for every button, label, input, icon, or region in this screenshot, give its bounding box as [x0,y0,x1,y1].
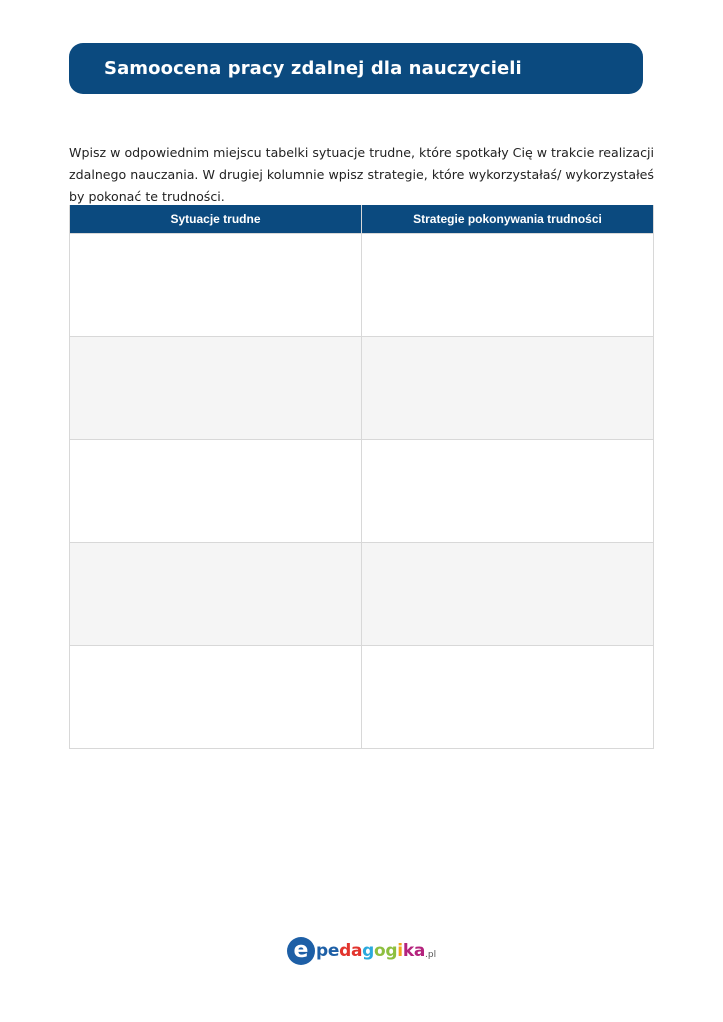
table-row [70,337,654,440]
strategy-cell[interactable] [362,337,654,440]
logo-wordmark: pedagogika [316,941,426,961]
table-row [70,543,654,646]
title-banner [69,43,643,94]
table-row [70,646,654,749]
situation-cell[interactable] [70,646,362,749]
situation-cell[interactable] [70,440,362,543]
instructions-text: Wpisz w odpowiednim miejscu tabelki sytuacje trudne, które spotkały Cię w trakcie realizacji zdalnego nauczania. W drugiej kolumnie wpisz strategie, które wykorzystałaś/ wykorzystałeś by pokonać te trudności. [69,144,654,204]
header-difficult-situations: Sytuacje trudne [70,205,362,234]
situation-cell[interactable] [70,337,362,440]
logo-e-mark: e [287,937,315,965]
strategy-cell[interactable] [362,543,654,646]
table-row [70,234,654,337]
worksheet-table [69,205,654,749]
epedagogika-logo [287,931,447,971]
strategy-cell[interactable] [362,440,654,543]
logo-suffix: .pl [425,950,437,960]
strategy-cell[interactable] [362,646,654,749]
page-title: Samoocena pracy zdalnej dla nauczycieli [104,58,522,79]
strategy-cell[interactable] [362,234,654,337]
situation-cell[interactable] [70,543,362,646]
situation-cell[interactable] [70,234,362,337]
table-row [70,440,654,543]
header-coping-strategies: Strategie pokonywania trudności [362,205,654,234]
